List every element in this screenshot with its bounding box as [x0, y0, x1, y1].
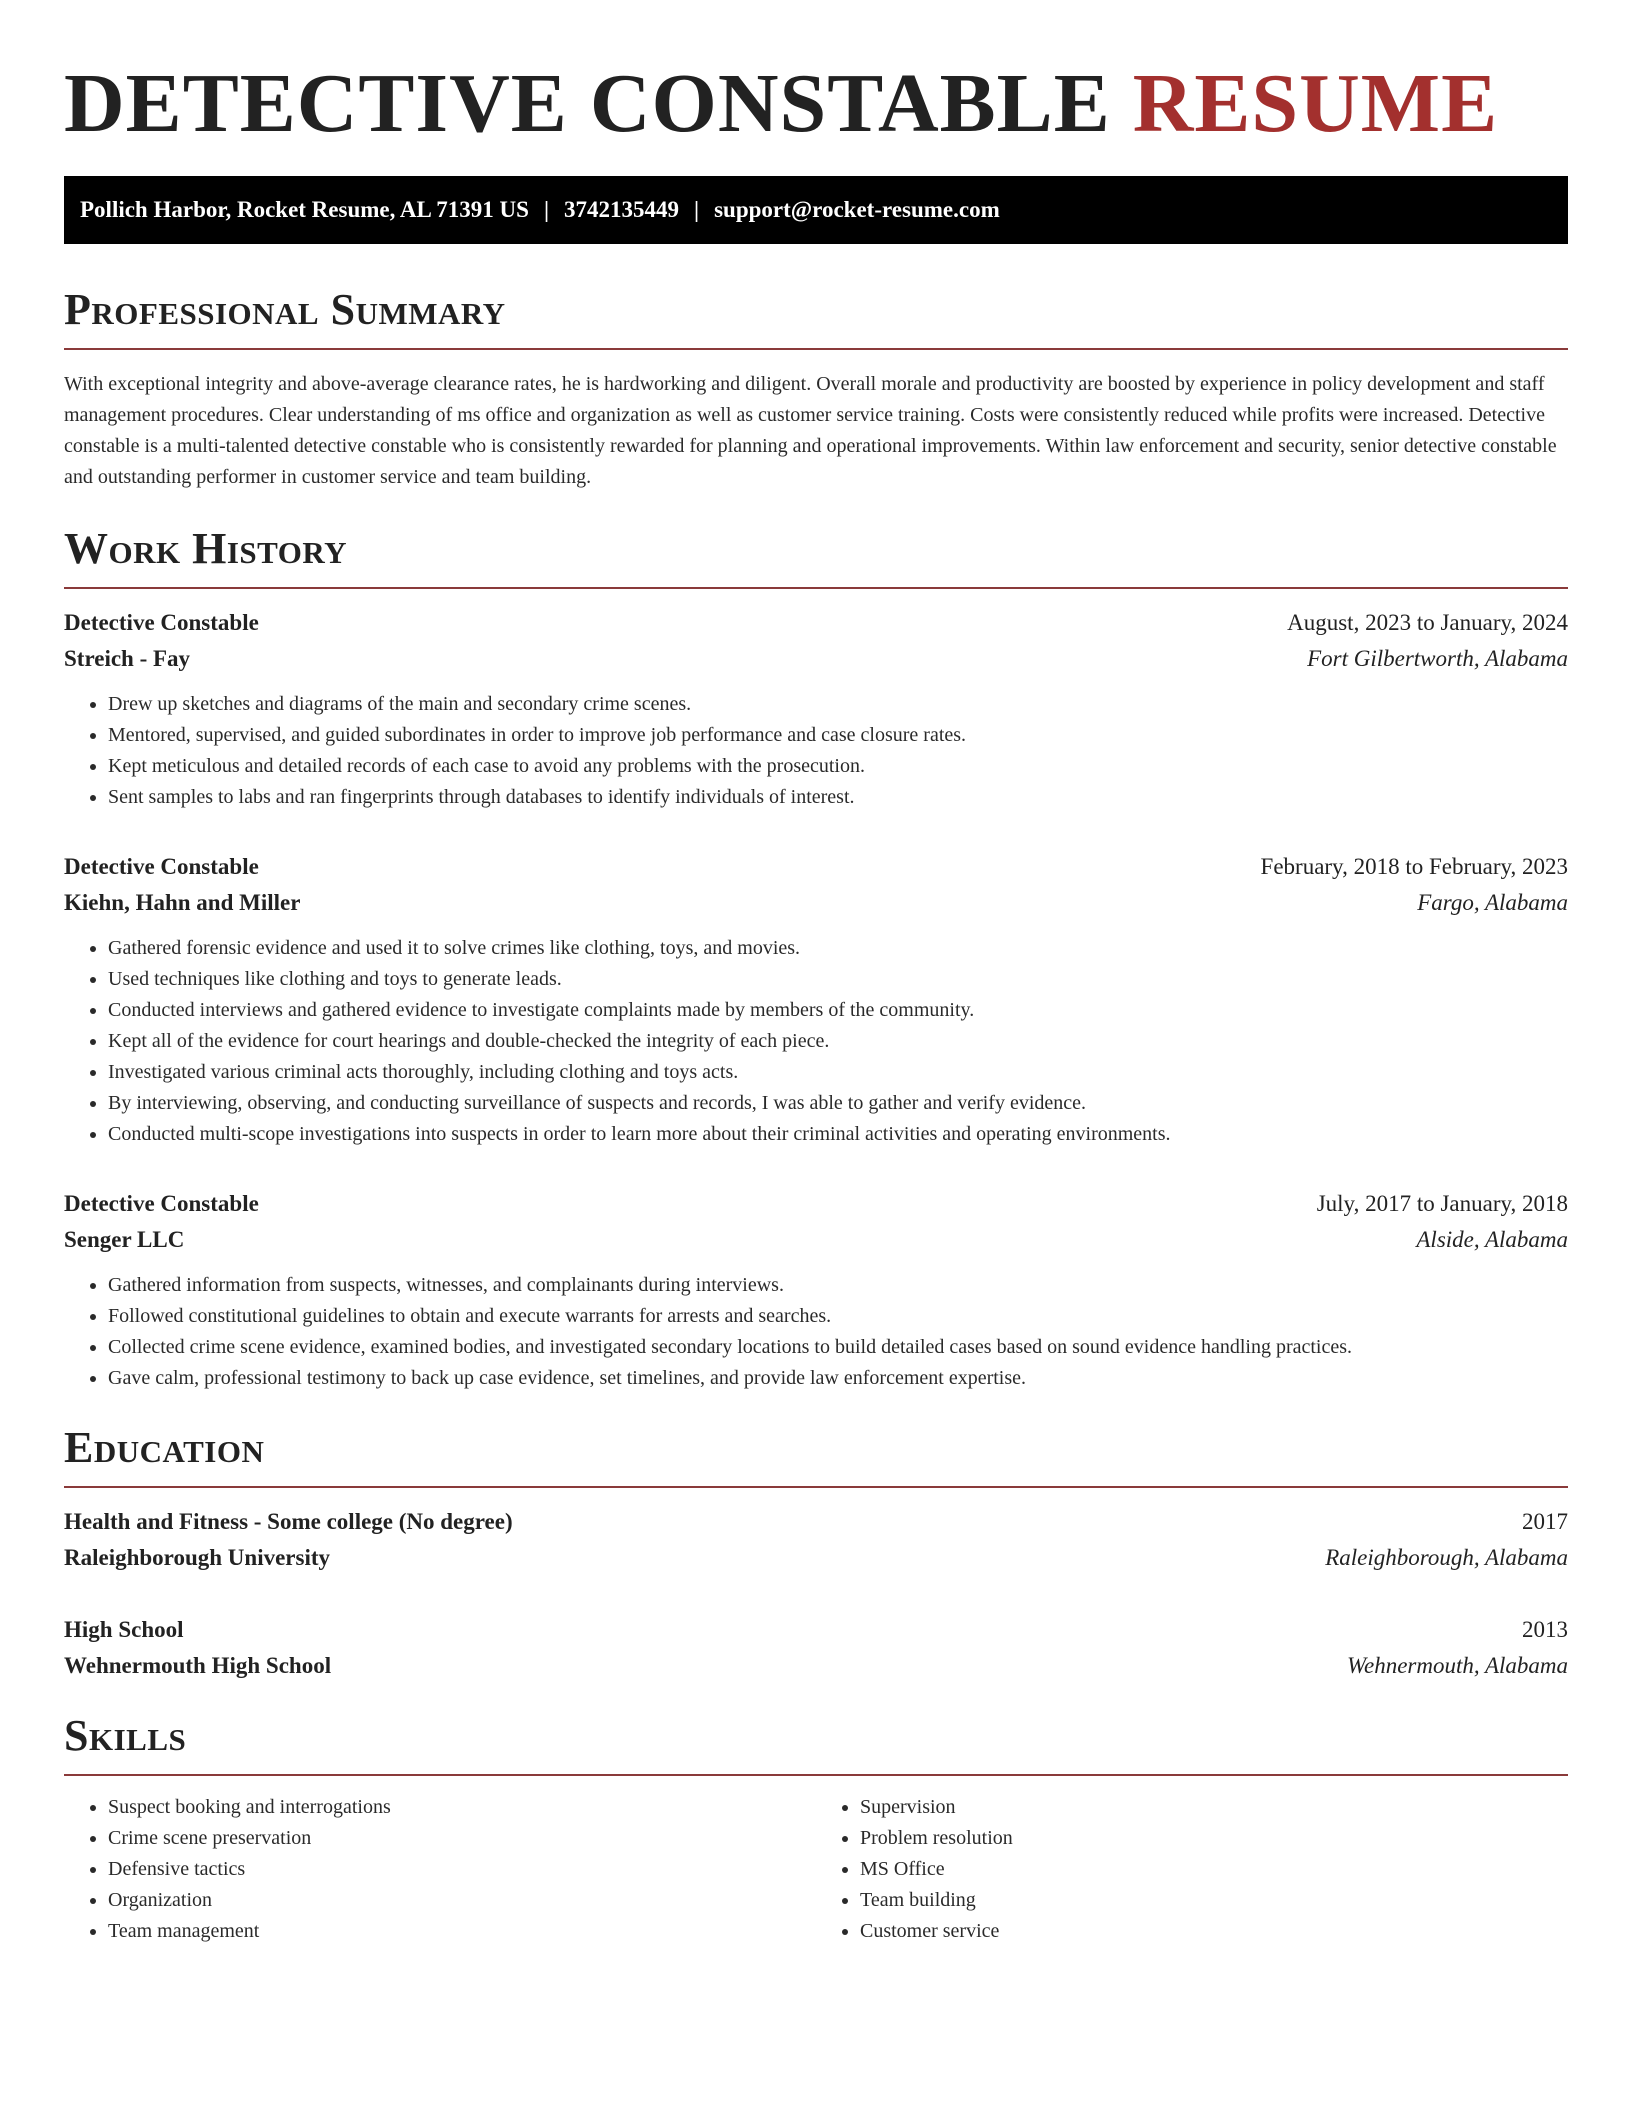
skill-item: • MS Office	[860, 1854, 1568, 1885]
job-company-row	[64, 1222, 1568, 1258]
title-main: DETECTIVE CONSTABLE	[64, 57, 1111, 150]
job-company-row	[64, 641, 1568, 677]
skill-item: • Problem resolution	[860, 1823, 1568, 1854]
job-header-row	[64, 849, 1568, 885]
education-list	[64, 1504, 1568, 1684]
skill-item: • Defensive tactics	[108, 1854, 816, 1885]
job-bullet: • Used techniques like clothing and toys to generate leads.	[108, 964, 1568, 995]
contact-email: support@rocket-resume.com	[714, 197, 1000, 222]
contact-phone: 3742135449	[564, 197, 680, 222]
section-heading-summary: Professional Summary	[64, 284, 1568, 350]
job-company: Senger LLC	[64, 1227, 185, 1252]
job-dates: February, 2018 to February, 2023	[1260, 854, 1568, 879]
skill-item: • Customer service	[860, 1916, 1568, 1947]
job-bullet: • Investigated various criminal acts thoroughly, including clothing and toys acts.	[108, 1057, 1568, 1088]
education-year: 2017	[1522, 1509, 1568, 1534]
job-company-row	[64, 885, 1568, 921]
job-list	[64, 605, 1568, 1394]
professional-summary-section	[64, 284, 1568, 493]
job-bullet: • Drew up sketches and diagrams of the main and secondary crime scenes.	[108, 689, 1568, 720]
education-degree-row	[64, 1504, 1568, 1540]
skills-column-right	[816, 1792, 1568, 1947]
education-entry	[64, 1612, 1568, 1684]
job-company: Streich - Fay	[64, 646, 191, 671]
contact-bar	[64, 176, 1568, 244]
section-heading-education: Education	[64, 1422, 1568, 1488]
education-school-row	[64, 1540, 1568, 1576]
work-history-section	[64, 523, 1568, 1394]
job-location: Fargo, Alabama	[1417, 890, 1568, 915]
job-bullet: • Gathered forensic evidence and used it to solve crimes like clothing, toys, and movies.	[108, 933, 1568, 964]
skills-grid	[64, 1792, 1568, 1947]
job-bullet-list	[64, 1270, 1568, 1394]
job-bullet: • Kept all of the evidence for court hearings and double-checked the integrity of each piece.	[108, 1026, 1568, 1057]
job-bullet: • Gathered information from suspects, witnesses, and complainants during interviews.	[108, 1270, 1568, 1301]
job-bullet: • Mentored, supervised, and guided subordinates in order to improve job performance and case closure rates.	[108, 720, 1568, 751]
skills-section	[64, 1710, 1568, 1947]
job-bullet: • Conducted interviews and gathered evidence to investigate complaints made by members of the community.	[108, 995, 1568, 1026]
education-section	[64, 1422, 1568, 1684]
education-degree: Health and Fitness - Some college (No degree)	[64, 1509, 513, 1534]
job-bullet: • Conducted multi-scope investigations into suspects in order to learn more about their criminal activities and operating environments.	[108, 1119, 1568, 1150]
job-location: Alside, Alabama	[1416, 1227, 1568, 1252]
job-title: Detective Constable	[64, 1191, 259, 1216]
job-title: Detective Constable	[64, 854, 259, 879]
skill-item: • Supervision	[860, 1792, 1568, 1823]
education-school: Raleighborough University	[64, 1545, 331, 1570]
job-location: Fort Gilbertworth, Alabama	[1307, 646, 1568, 671]
job-entry	[64, 849, 1568, 1150]
skill-item: • Crime scene preservation	[108, 1823, 816, 1854]
education-degree: High School	[64, 1617, 184, 1642]
job-header-row	[64, 605, 1568, 641]
job-dates: August, 2023 to January, 2024	[1287, 610, 1568, 635]
education-school-row	[64, 1648, 1568, 1684]
resume-title	[64, 56, 1568, 152]
job-bullet: • By interviewing, observing, and conducting surveillance of suspects and records, I was able to gather and verify evidence.	[108, 1088, 1568, 1119]
job-entry	[64, 1186, 1568, 1394]
job-bullet: • Followed constitutional guidelines to obtain and execute warrants for arrests and searches.	[108, 1301, 1568, 1332]
job-dates: July, 2017 to January, 2018	[1316, 1191, 1568, 1216]
skill-item: • Organization	[108, 1885, 816, 1916]
job-bullet-list	[64, 933, 1568, 1150]
job-bullet: • Kept meticulous and detailed records of each case to avoid any problems with the prosecution.	[108, 751, 1568, 782]
education-location: Raleighborough, Alabama	[1325, 1545, 1568, 1570]
contact-address: Pollich Harbor, Rocket Resume, AL 71391 US	[80, 197, 529, 222]
job-bullet: • Sent samples to labs and ran fingerprints through databases to identify individuals of interest.	[108, 782, 1568, 813]
skills-column-left	[64, 1792, 816, 1947]
skill-item: • Team management	[108, 1916, 816, 1947]
education-school: Wehnermouth High School	[64, 1653, 332, 1678]
job-bullet-list	[64, 689, 1568, 813]
job-bullet: • Gave calm, professional testimony to back up case evidence, set timelines, and provide law enforcement expertise.	[108, 1363, 1568, 1394]
education-location: Wehnermouth, Alabama	[1346, 1653, 1568, 1678]
job-title: Detective Constable	[64, 610, 259, 635]
job-company: Kiehn, Hahn and Miller	[64, 890, 301, 915]
skill-item: • Team building	[860, 1885, 1568, 1916]
education-entry	[64, 1504, 1568, 1576]
summary-text: With exceptional integrity and above-average clearance rates, he is hardworking and diligent. Overall morale and productivity are boosted by experience in policy development and staff management procedures. Clear understanding of ms office and organization as well as customer service training. Costs were consistently reduced while profits were increased. Detective constable is a multi-talented detective constable who is consistently rewarded for planning and operational improvements. Within law enforcement and security, senior detective constable and outstanding performer in customer service and team building.	[64, 373, 1557, 488]
skill-item: • Suspect booking and interrogations	[108, 1792, 816, 1823]
contact-separator: |	[694, 197, 700, 222]
section-heading-work-history: Work History	[64, 523, 1568, 589]
title-accent: RESUME	[1132, 57, 1499, 150]
education-degree-row	[64, 1612, 1568, 1648]
section-heading-skills: Skills	[64, 1710, 1568, 1776]
job-bullet: • Collected crime scene evidence, examined bodies, and investigated secondary locations to build detailed cases based on sound evidence handling practices.	[108, 1332, 1568, 1363]
job-entry	[64, 605, 1568, 813]
job-header-row	[64, 1186, 1568, 1222]
contact-separator: |	[543, 197, 550, 222]
education-year: 2013	[1522, 1617, 1568, 1642]
